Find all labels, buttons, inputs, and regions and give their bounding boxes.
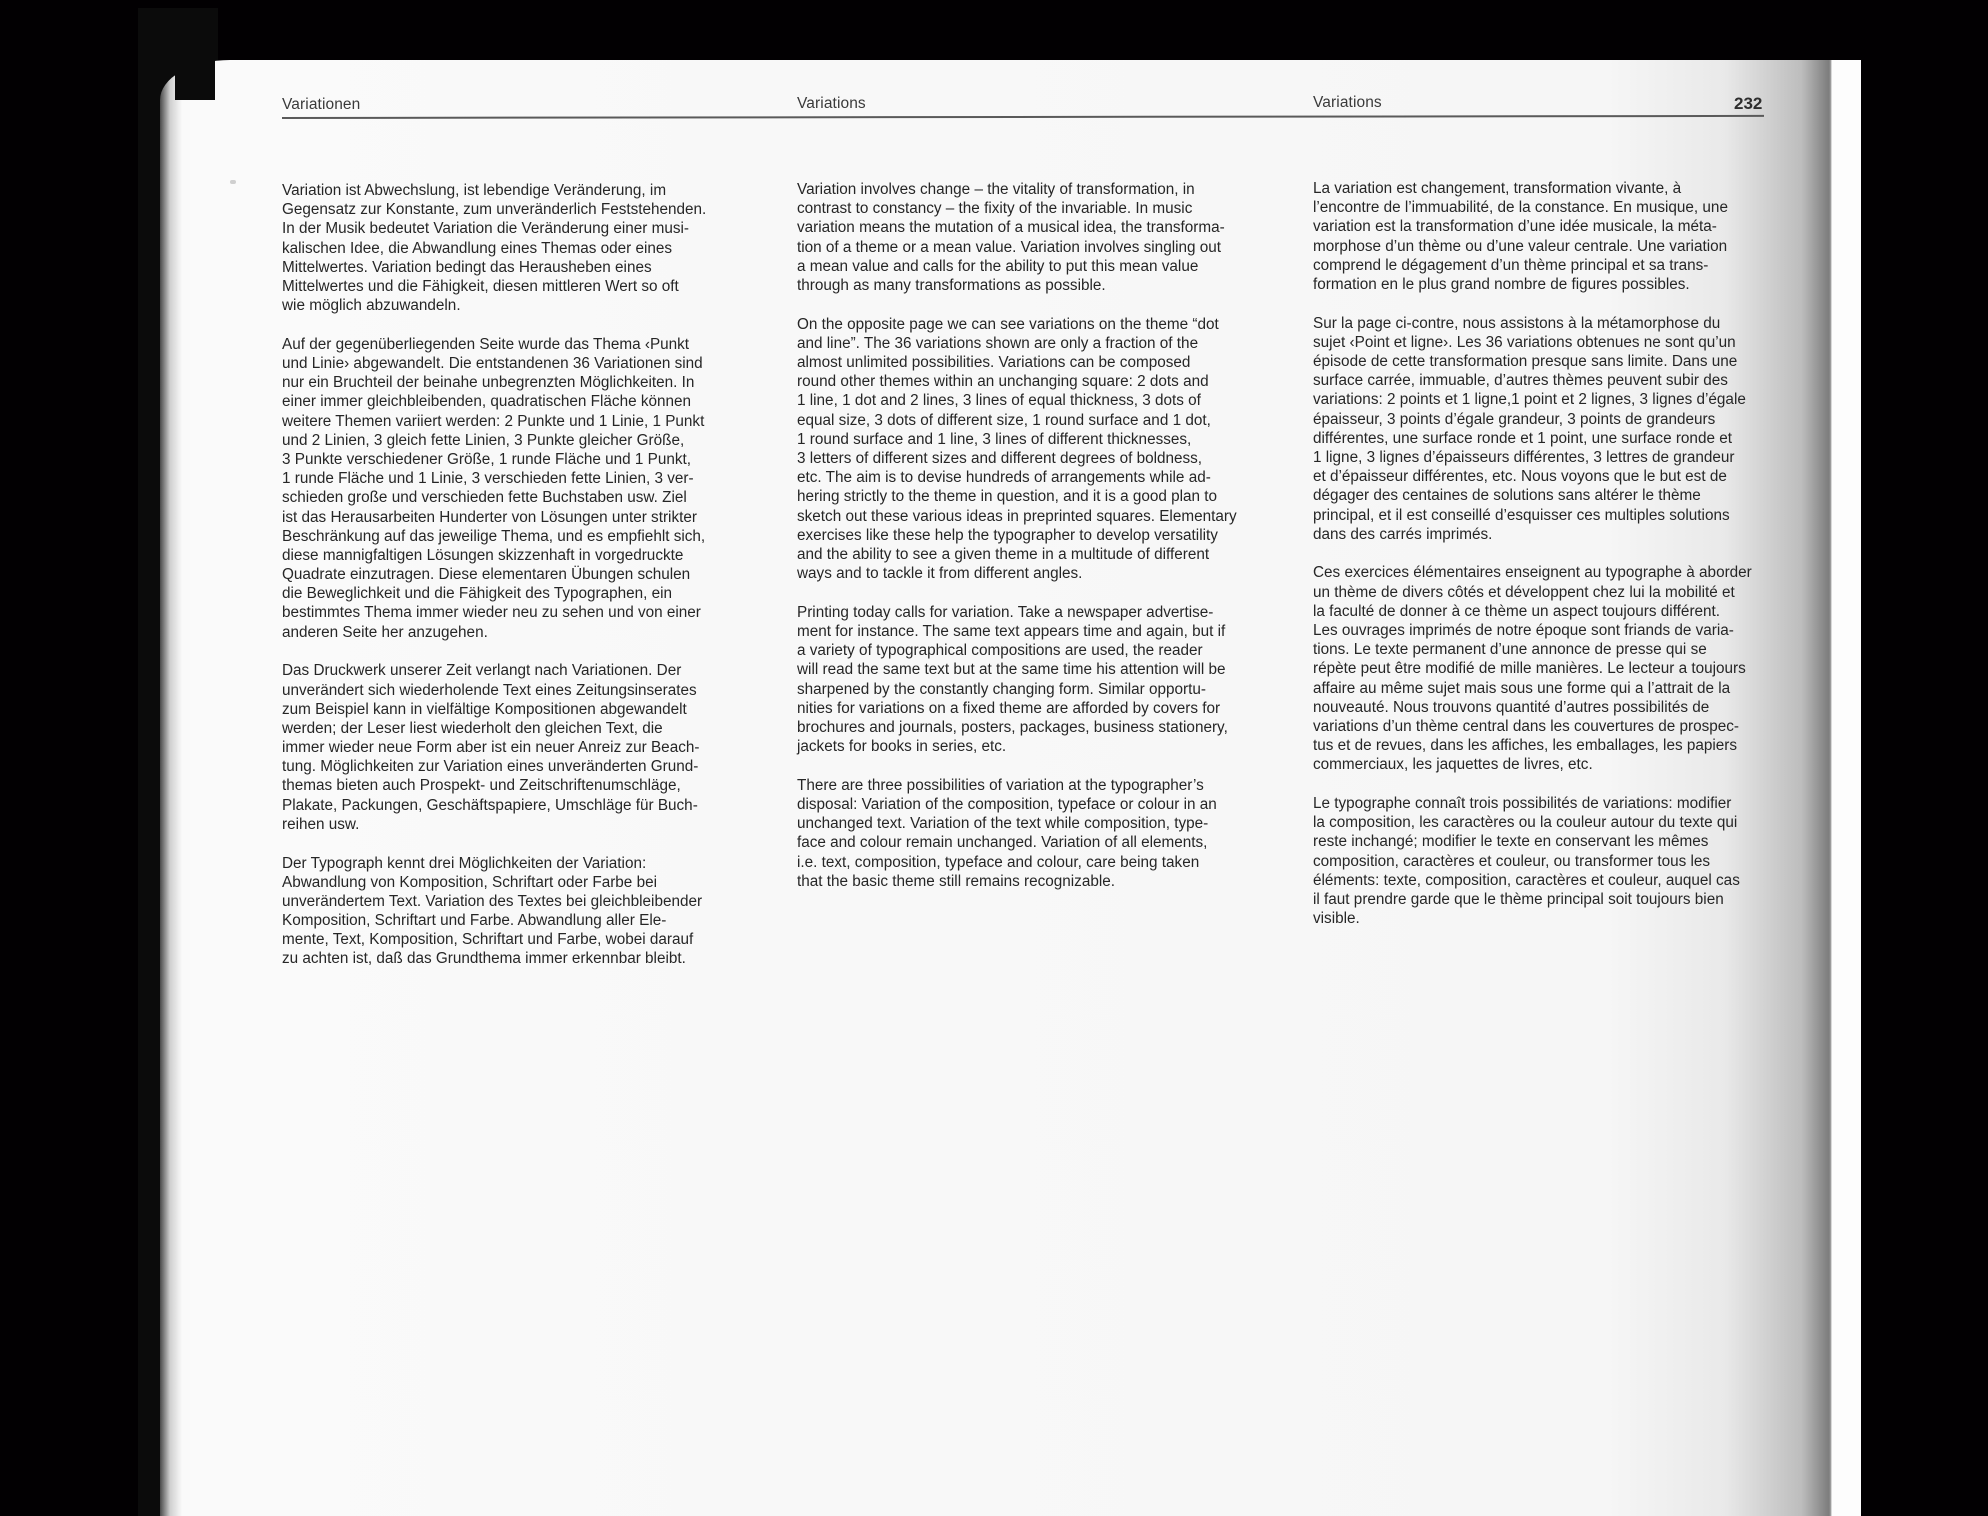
running-header-english: Variations (797, 95, 866, 112)
text-line: and line”. The 36 variations shown are only a fraction of the (797, 334, 1199, 352)
text-line: brochures and journals, posters, packages, business stationery, (797, 718, 1228, 736)
text-line: Beschränkung auf das jeweilige Thema, und es empfiehlt sich, (282, 527, 706, 545)
text-line: éléments: texte, composition, caractères et couleur, auquel cas (1313, 871, 1740, 889)
text-line: Komposition, Schriftart und Farbe. Abwandlung aller Ele- (282, 912, 667, 930)
text-line: tions. Le texte permanent d’une annonce de presse qui se (1313, 641, 1707, 659)
text-line: a variety of typographical compositions are used, the reader (797, 642, 1203, 660)
text-line: Mittelwertes und die Fähigkeit, diesen mittleren Wert so oft (282, 277, 679, 295)
text-line: la faculté de donner à ce thème un aspect toujours différent. (1313, 602, 1721, 620)
text-line: anderen Seite her anzugehen. (282, 623, 488, 641)
text-line: différentes, une surface ronde et 1 point, une surface ronde et (1313, 429, 1732, 447)
text-line: la composition, les caractères ou la couleur autour du texte qui (1313, 814, 1738, 832)
text-line: nities for variations on a fixed theme are afforded by covers for (797, 699, 1221, 717)
paragraph (282, 661, 706, 834)
paragraph (282, 335, 706, 642)
text-line: Ces exercices élémentaires enseignent au typographe à aborder (1313, 564, 1752, 582)
text-line: Gegensatz zur Konstante, zum unveränderlich Feststehenden. (282, 201, 707, 219)
text-line: und Linie› abgewandelt. Die entstandenen 36 Variationen sind (282, 355, 703, 372)
text-line: visible. (1313, 910, 1360, 928)
text-line: wie möglich abzuwandeln. (282, 297, 461, 315)
text-line: 1 line, 1 dot and 2 lines, 3 lines of equal thickness, 3 dots of (797, 392, 1201, 410)
text-line: und 2 Linien, 3 gleich fette Linien, 3 Punkte gleicher Größe, (282, 431, 685, 449)
text-line: Quadrate einzutragen. Diese elementaren Übungen schulen (282, 566, 691, 584)
text-line: equal size, 3 dots of different size, 1 round surface and 1 dot, (797, 411, 1211, 429)
text-line: a mean value and calls for the ability to put this mean value (797, 257, 1199, 275)
text-line: principal, et il est conseillé d’esquisser ces multiples solutions (1313, 506, 1730, 524)
page-corner-curl (175, 60, 215, 100)
text-line: Le typographe connaît trois possibilités de variations: modifier (1313, 794, 1732, 812)
paragraph (797, 603, 1237, 757)
text-line: variation means the mutation of a musical idea, the transforma- (797, 219, 1225, 237)
text-line: sharpened by the constantly changing form. Similar opportu- (797, 680, 1206, 698)
text-line: etc. The aim is to devise hundreds of arrangements while ad- (797, 469, 1211, 487)
text-line: that the basic theme still remains recognizable. (797, 872, 1115, 890)
text-line: commerciaux, les jaquettes de livres, etc. (1313, 756, 1593, 774)
paper-speck (230, 180, 236, 184)
text-line: Auf der gegenüberliegenden Seite wurde das Thema ‹Punkt (282, 335, 690, 353)
text-line: Printing today calls for variation. Take a newspaper advertise- (797, 603, 1214, 621)
text-line: die Beweglichkeit und die Fähigkeit des Typographen, ein (282, 585, 673, 603)
text-line: unchanged text. Variation of the text while composition, type- (797, 815, 1209, 833)
text-line: formation en le plus grand nombre de figures possibles. (1313, 275, 1690, 293)
text-line: On the opposite page we can see variations on the theme “dot (797, 315, 1219, 333)
text-line: ment for instance. The same text appears time and again, but if (797, 622, 1226, 640)
text-line: hering strictly to the theme in question, and it is a good plan to (797, 488, 1218, 506)
text-line: 3 letters of different sizes and different degrees of boldness, (797, 449, 1203, 467)
text-line: contrast to constancy – the fixity of the invariable. In music (797, 200, 1193, 218)
text-line: 1 round surface and 1 line, 3 lines of different thicknesses, (797, 430, 1192, 448)
text-line: nouveauté. Nous trouvons quantité d’autres possibilités de (1313, 698, 1710, 716)
paragraph (797, 315, 1237, 584)
text-line: and the ability to see a given theme in a multitude of different (797, 545, 1210, 563)
text-line: schieden große und verschieden fette Buchstaben usw. Ziel (282, 489, 687, 507)
paragraph (797, 776, 1237, 891)
text-line: sujet ‹Point et ligne›. Les 36 variations obtenues ne sont qu’un (1313, 333, 1736, 351)
text-line: ist das Herausarbeiten Hunderter von Lösungen unter strikter (282, 508, 697, 526)
text-line: l’encontre de l’immuabilité, de la constance. En musique, une (1313, 199, 1728, 217)
text-line: affaire au même sujet mais sous une forme qui a l’attrait de la (1313, 679, 1731, 697)
text-line: zum Beispiel kann in vielfältige Kompositionen abgewandelt (282, 700, 687, 718)
text-line: kalischen Idee, die Abwandlung eines Themas oder eines (282, 239, 673, 257)
text-line: surface carrée, immuable, d’autres thèmes peuvent subir des (1313, 372, 1728, 390)
text-line: morphose d’un thème ou d’une valeur centrale. Une variation (1313, 237, 1728, 255)
text-line: La variation est changement, transformation vivante, à (1313, 180, 1682, 197)
running-header-german: Variationen (282, 96, 361, 113)
text-line: épaisseur, 3 points d’égale grandeur, 3 points de grandeurs (1313, 410, 1716, 428)
text-line: sketch out these various ideas in preprinted squares. Elementary (797, 507, 1237, 525)
text-line: unverändertem Text. Variation des Textes bei gleichbleibender (282, 892, 703, 910)
text-line: zu achten ist, daß das Grundthema immer erkennbar bleibt. (282, 950, 686, 968)
text-line: variation est la transformation d’une idée musicale, la méta- (1313, 218, 1717, 236)
text-line: diese mannigfaltigen Lösungen skizzenhaft in vorgedruckte (282, 546, 684, 564)
text-line: tion of a theme or a mean value. Variation involves singling out (797, 238, 1222, 256)
text-line: composition, caractères et couleur, ou transformer tous les (1313, 852, 1711, 870)
text-line: dans des carrés imprimés. (1313, 525, 1493, 543)
text-line: Plakate, Packungen, Geschäftspapiere, Umschläge für Buch- (282, 796, 698, 814)
text-line: Variation involves change – the vitality of transformation, in (797, 181, 1195, 198)
paragraph (1313, 794, 1752, 928)
text-line: reste inchangé; modifier le texte en conservant les mêmes (1313, 833, 1709, 851)
text-line: épisode de cette transformation presque sans limite. Dans une (1313, 353, 1738, 370)
text-line: In der Musik bedeutet Variation die Veränderung einer musi- (282, 220, 690, 238)
text-line: immer wieder neue Form aber ist ein neuer Anreiz zur Beach- (282, 739, 700, 757)
text-line: Sur la page ci-contre, nous assistons à la métamorphose du (1313, 314, 1721, 332)
text-line: Der Typograph kennt drei Möglichkeiten der Variation: (282, 854, 647, 872)
paragraph (282, 854, 706, 969)
text-line: through as many transformations as possible. (797, 276, 1106, 294)
paragraph (797, 180, 1237, 295)
text-line: bestimmtes Thema immer wieder neu zu sehen und von einer (282, 604, 701, 622)
paragraph (1313, 179, 1752, 294)
text-line: 1 runde Fläche und 1 Linie, 3 verschieden fette Linien, 3 ver- (282, 470, 694, 488)
text-line: einer immer gleichbleibenden, quadratischen Fläche können (282, 393, 692, 411)
text-line: tung. Möglichkeiten zur Variation eines unveränderten Grund- (282, 758, 699, 776)
paragraph (1313, 314, 1752, 544)
text-line: variations d’un thème central dans les couvertures de prospec- (1313, 717, 1739, 735)
paragraph (1313, 563, 1752, 774)
text-line: et d’épaisseur différentes, etc. Nous voyons que le but est de (1313, 468, 1727, 486)
text-line: 3 Punkte verschiedener Größe, 1 runde Fläche und 1 Punkt, (282, 450, 692, 468)
text-line: comprend le dégagement d’un thème principal et sa trans- (1313, 256, 1709, 274)
text-line: There are three possibilities of variation at the typographer’s (797, 776, 1204, 794)
english-text-column (797, 180, 1237, 910)
text-line: unverändert sich wiederholende Text eines Zeitungsinserates (282, 681, 697, 699)
text-line: Das Druckwerk unserer Zeit verlangt nach Variationen. Der (282, 662, 682, 680)
text-line: mente, Text, Komposition, Schriftart und Farbe, wobei darauf (282, 931, 694, 949)
text-line: nur ein Bruchteil der beinahe unbegrenzten Möglichkeiten. In (282, 374, 695, 392)
text-line: will read the same text but at the same time his attention will be (797, 661, 1226, 679)
text-line: ways and to tackle it from different angles. (797, 565, 1083, 583)
text-line: tus et de revues, dans les affiches, les emballages, les papiers (1313, 737, 1738, 755)
german-text-column (282, 181, 706, 988)
paragraph (282, 181, 706, 315)
text-line: dégager des centaines de solutions sans altérer le thème (1313, 487, 1701, 505)
text-line: i.e. text, composition, typeface and colour, care being taken (797, 853, 1200, 871)
text-line: Mittelwertes. Variation bedingt das Herausheben eines (282, 258, 652, 276)
text-line: Abwandlung von Komposition, Schriftart oder Farbe bei (282, 873, 657, 891)
text-line: werden; der Leser liest wiederholt den gleichen Text, die (282, 719, 663, 737)
text-line: disposal: Variation of the composition, typeface or colour in an (797, 795, 1217, 813)
text-line: Variation ist Abwechslung, ist lebendige Veränderung, im (282, 182, 667, 199)
text-line: il faut prendre garde que le thème principal soit toujours bien (1313, 890, 1724, 908)
text-line: répète peut être modifié de mille manières. Le lecteur a toujours (1313, 660, 1746, 678)
page-number: 232 (1734, 94, 1763, 113)
text-line: face and colour remain unchanged. Variation of all elements, (797, 834, 1208, 852)
running-header-french: Variations (1313, 94, 1382, 111)
text-line: exercises like these help the typographer to develop versatility (797, 526, 1218, 544)
text-line: weitere Themen variiert werden: 2 Punkte und 1 Linie, 1 Punkt (282, 412, 705, 430)
text-line: round other themes within an unchanging square: 2 dots and (797, 373, 1209, 391)
text-line: jackets for books in series, etc. (797, 738, 1007, 756)
text-line: reihen usw. (282, 815, 360, 833)
text-line: 1 ligne, 3 lignes d’épaisseurs différentes, 3 lettres de grandeur (1313, 448, 1735, 466)
text-line: themas bieten auch Prospekt- und Zeitschriftenumschläge, (282, 777, 681, 795)
text-line: almost unlimited possibilities. Variations can be composed (797, 354, 1191, 371)
text-line: variations: 2 points et 1 ligne,1 point et 2 lignes, 3 lignes d’égale (1313, 391, 1746, 409)
french-text-column (1313, 179, 1752, 948)
text-line: un thème de divers côtés et développent chez lui la mobilité et (1313, 583, 1735, 601)
text-line: Les ouvrages imprimés de notre époque sont friands de varia- (1313, 621, 1734, 639)
